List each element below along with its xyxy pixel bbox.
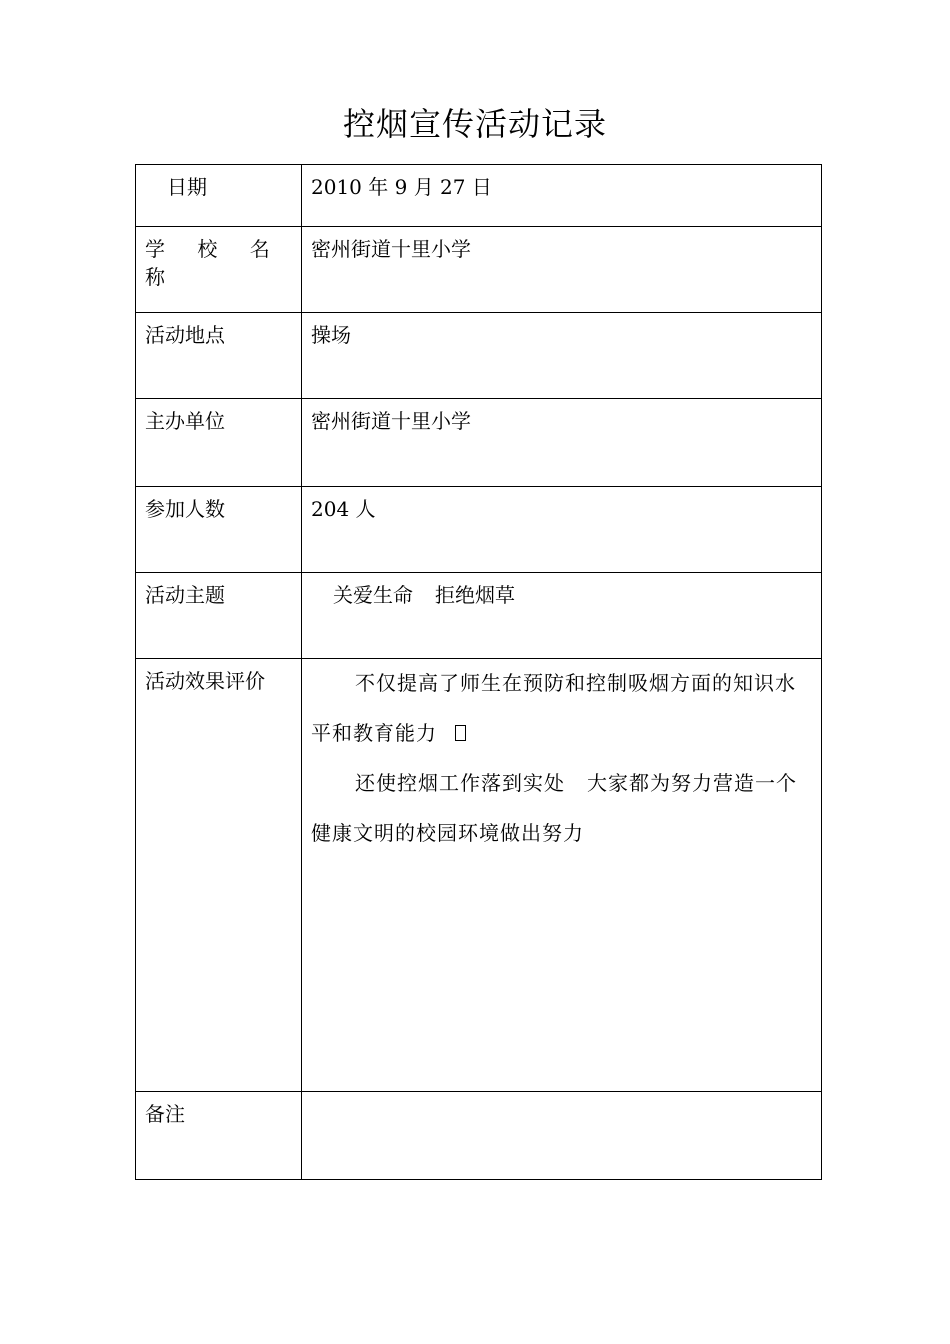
theme-label: 活动主题: [136, 573, 302, 659]
evaluation-text-2b: 大家都为努力营造一个健康文明的校园环境做出努力: [311, 771, 797, 845]
box-glyph-icon: [455, 725, 466, 741]
evaluation-value-cell: [302, 659, 822, 1092]
theme-value-part2: 拒绝烟草: [435, 583, 515, 607]
organizer-value: 密州街道十里小学: [302, 399, 822, 487]
remarks-value: [302, 1092, 822, 1180]
location-value: 操场: [302, 313, 822, 399]
table-row-remarks: [136, 1092, 822, 1180]
school-label: 学 校 名 称: [145, 237, 283, 289]
location-label: 活动地点: [136, 313, 302, 399]
evaluation-text-1: 不仅提高了师生在预防和控制吸烟方面的知识水平和教育能力: [311, 671, 796, 745]
table-row-organizer: [136, 399, 822, 487]
table-row-location: [136, 313, 822, 399]
theme-value-cell: [302, 573, 822, 659]
evaluation-text-2a: 还使控烟工作落到实处: [355, 771, 565, 795]
organizer-label: 主办单位: [136, 399, 302, 487]
date-label: 日期: [136, 165, 302, 227]
school-value: 密州街道十里小学: [302, 227, 822, 313]
activity-record-table: [135, 164, 822, 1180]
date-value: 2010 年 9 月 27 日: [302, 165, 822, 227]
table-row-theme: [136, 573, 822, 659]
table-row-date: [136, 165, 822, 227]
evaluation-label: 活动效果评价: [136, 659, 302, 1092]
evaluation-paragraph-2: [311, 758, 813, 858]
table-row-evaluation: [136, 659, 822, 1092]
school-label-cell: [136, 227, 302, 313]
participants-label: 参加人数: [136, 487, 302, 573]
table-row-participants: [136, 487, 822, 573]
theme-value-part1: 关爱生命: [333, 583, 413, 607]
document-title: 控烟宣传活动记录: [342, 105, 607, 143]
table-row-school: [136, 227, 822, 313]
remarks-label: 备注: [136, 1092, 302, 1180]
participants-value: 204 人: [302, 487, 822, 573]
evaluation-paragraph-1: [311, 658, 813, 758]
